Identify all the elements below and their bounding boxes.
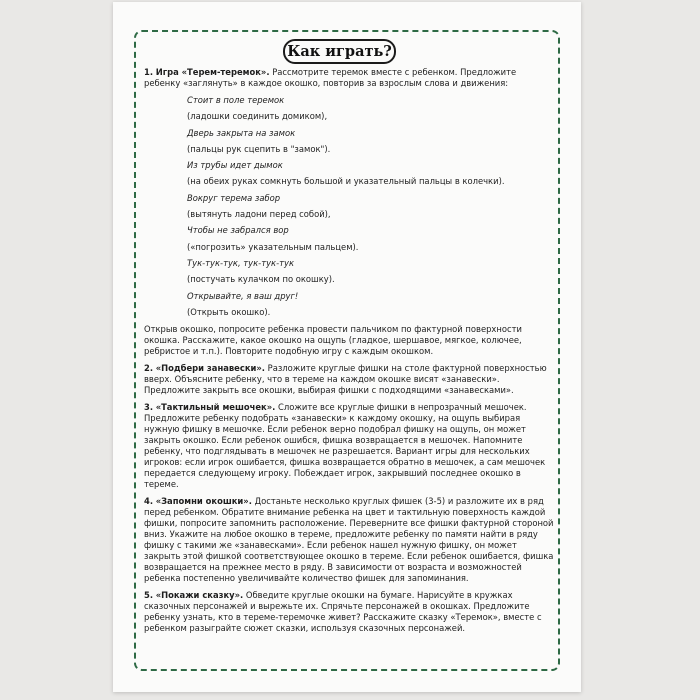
after-poem-text: Открыв окошко, попросите ребенка провести пальчиком по фактурной поверхности окошка. Расскажите, какое окошко на ощупь (гладкое, шершавое, мягкое, колючее, ребристое и т.п.). Повторите подобную игру с каждым окошком. [144,323,522,356]
poem-line: Открывайте, я ваш друг! [187,290,299,301]
section-4 [144,496,554,584]
poem-line: (постучать кулачком по окошку). [187,274,335,285]
poem-line: («погрозить» указательным пальцем). [187,241,359,252]
poem-line: Чтобы не забрался вор [187,225,289,236]
section-3 [144,402,554,490]
section-5-text: Обведите круглые окошки на бумаге. Нарисуйте в кружках сказочных персонажей и вырежьте их. Спрячьте персонажей в окошках. Предложите ребенку узнать, кто в тереме-теремочке живет? Расскажите сказку «Теремок», вместе с ребенком разыграйте сюжет сказки, используя сказочных персонажей. [144,589,542,633]
section-1 [144,67,554,89]
section-1-number: 1. [144,67,154,77]
section-2-name: «Подбери занавески». [155,362,265,373]
poem [187,95,554,318]
poem-line: Дверь закрыта на замок [187,127,296,138]
section-2-number: 2. [144,362,154,373]
section-5 [144,590,554,634]
instructions-content [144,67,554,640]
section-3-number: 3. [144,401,154,412]
section-2 [144,363,554,396]
poem-line: Из трубы идет дымок [187,160,283,171]
section-2-text: Разложите круглые фишки на столе фактурной поверхностью вверх. Объясните ребенку, что в тереме на каждом окошке висят «занавески». Предложите закрыть все окошки, выбирая фишки с подходящими «занавесками». [144,362,547,395]
poem-line: Стоит в поле теремок [187,95,285,105]
poem-line: (ладошки соединить домиком), [187,111,328,122]
section-3-name: «Тактильный мешочек». [155,401,276,412]
section-5-number: 5. [144,589,154,600]
section-4-text: Достаньте несколько круглых фишек (3-5) и разложите их в ряд перед ребенком. Обратите внимание ребенка на цвет и тактильную поверхность каждой фишки, попросите запомнить расположение. Переверните все фишки фактурной стороной вниз. Укажите на любое окошко в тереме, предложите ребенку по памяти найти в ряду фишку с такими же «занавесками». Если ребенок нашел нужную фишку, он может закрыть этой фишкой соответствующее окошко в тереме. Если ребенок ошибается, фишка возвращается на прежнее место в ряду. В зависимости от возраста и возможностей ребенка постепенно увеличивайте количество фишек для запоминания. [144,495,554,583]
poem-line: Вокруг терема забор [187,192,281,203]
section-3-text: Сложите все круглые фишки в непрозрачный мешочек. Предложите ребенку подобрать «занавески» к каждому окошку, на ощупь выбирая нужную фишку в мешочке. Если ребенок верно подобрал фишку на ощупь, он может закрыть окошко. Если ребенок ошибся, фишка возвращается в мешочек. Напомните ребенку, что подглядывать в мешочек не разрешается. Вариант игры для нескольких игроков: если игрок ошибается, фишка возвращается обратно в мешочек, а сам мешочек передается следующему игроку. Побеждает игрок, закрывший последнее окошко в тереме. [144,401,546,489]
poem-line: Тук-тук-тук, тук-тук-тук [187,257,295,268]
poem-line: (пальцы рук сцепить в "замок"). [187,143,331,154]
section-1-text: Рассмотрите теремок вместе с ребенком. Предложите ребенку «заглянуть» в каждое окошко, повторив за взрослым слова и движения: [144,67,517,88]
poem-line: (на обеих руках сомкнуть большой и указательный пальцы в колечки). [187,176,505,187]
poem-line: (вытянуть ладони перед собой), [187,209,331,220]
section-5-name: «Покажи сказку». [155,589,244,600]
poem-line: (Открыть окошко). [187,306,271,317]
section-4-name: «Запомни окошки». [155,495,252,506]
section-4-number: 4. [144,495,154,506]
page-title: Как играть? [283,39,396,64]
section-1-name: Игра «Терем-теремок». [155,67,270,77]
